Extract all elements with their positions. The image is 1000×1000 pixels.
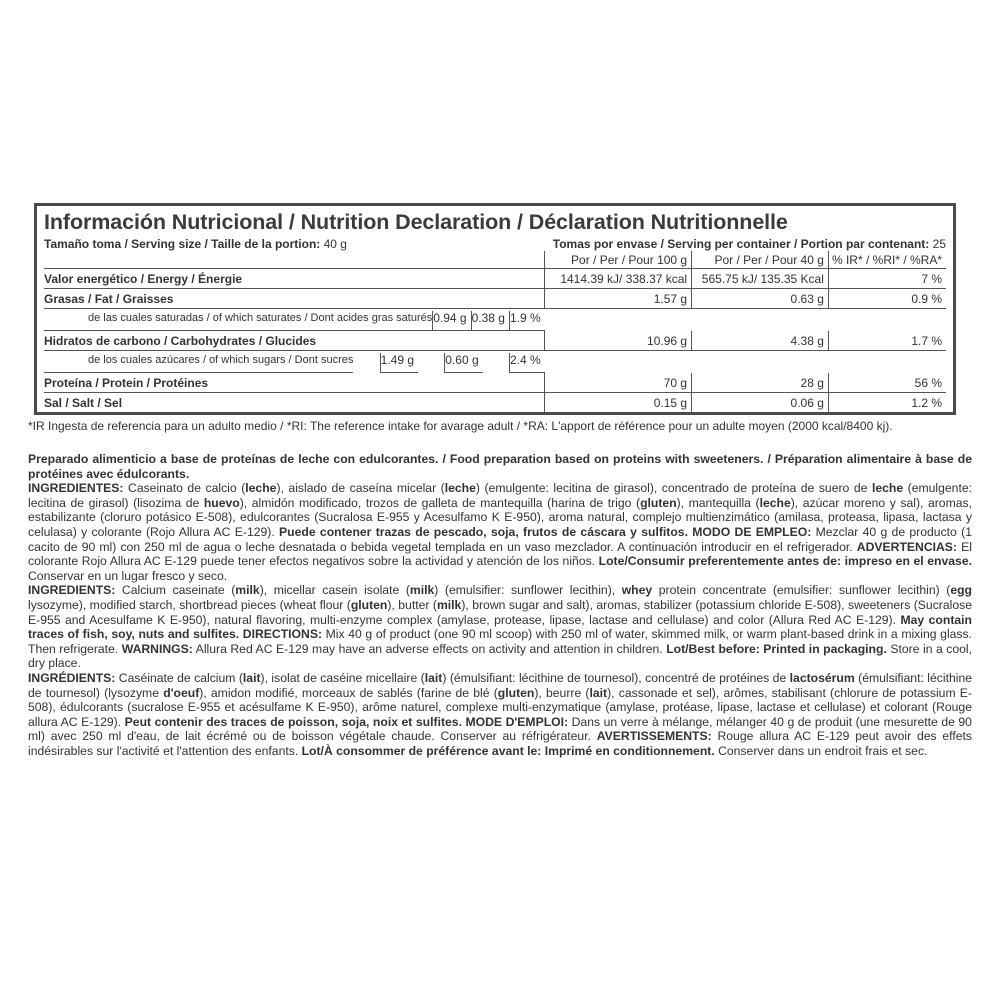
col-ri: % IR* / %RI* / %RA* <box>828 251 946 269</box>
row-ri: 1.2 % <box>828 393 946 413</box>
row-ri: 1.7 % <box>828 331 946 351</box>
row-per40: 0.63 g <box>692 289 829 309</box>
row-ri: 2.4 % <box>509 353 545 373</box>
product-description: Preparado alimenticio a base de proteínas de leche con edulcorantes. / Food preparation based on proteins with sweeteners. / Préparation alimentaire à base de protéines avec édulcorants. <box>28 452 972 481</box>
table-row <box>44 331 946 351</box>
row-per40: 28 g <box>692 373 829 393</box>
table-header-row <box>44 251 946 269</box>
row-ri: 1.9 % <box>509 311 545 331</box>
col-per-100g: Por / Per / Pour 100 g <box>545 251 692 269</box>
table-row <box>44 269 946 289</box>
reference-intake-footnote: *IR Ingesta de referencia para un adulto medio / *RI: The reference intake for avarage adult / *RA: L'apport de référence pour un adulte moyen (2000 kcal/8400 kj). <box>28 419 893 433</box>
serving-info <box>44 237 946 251</box>
row-per100: 1.49 g <box>380 353 418 373</box>
spanish-section: INGREDIENTES: Caseinato de calcio (leche), aislado de caseína micelar (leche) (emulgente: lecitina de girasol), concentrado de proteína de suero de leche (emulgente: lecitina de girasol) (lisozima de huevo), almidón modificado, trozos de galleta de mantequilla (harina de trigo (gluten), mantequilla (leche), azúcar moreno y sal), aromas, estabilizante (cloruro potásico E-508), edulcorantes (Sucralosa E-955 y Acesulfamo K E-950), aroma natural, complejo multienzimático (amilasa, proteasa, lipasa, lactasa y celulasa) y colorante (Rojo Allura AC E-129). Puede contener trazas de pescado, soja, frutos de cáscara y sulfitos. MODO DE EMPLEO: Mezclar 40 g de producto (1 cacito de 90 ml) con 250 ml de agua o leche desnatada o bebida vegetal templada en un vaso mezclador. A continuación introducir en el refrigerador. ADVERTENCIAS: El colorante Rojo Allura AC E-129 puede tener efectos negativos sobre la actividad y atención de los niños. Lote/Consumir preferentemente antes de: impreso en el envase. Conservar en un lugar fresco y seco. <box>28 481 973 583</box>
row-label: de los cuales azúcares / of which sugars / Dont sucres <box>44 353 353 373</box>
table-row <box>44 311 545 331</box>
row-per40: 0.38 g <box>471 311 509 331</box>
nutrition-table-frame <box>34 203 956 415</box>
row-ri: 0.9 % <box>828 289 946 309</box>
row-per100: 10.96 g <box>545 331 692 351</box>
row-label: de las cuales saturadas / of which saturates / Dont acides gras saturés <box>44 311 432 331</box>
english-section: INGREDIENTS: Calcium caseinate (milk), micellar casein isolate (milk) (emulsifier: sunflower lecithin), whey protein concentrate (emulsifier: sunflower lecithin) (egg lysozyme), modified starch, shortbread pieces (wheat flour (gluten), butter (milk), brown sugar and salt), aromas, stabilizer (potassium chloride E-508), sweeteners (Sucralose E-955 and Acesulfame K E-950), natural flavoring, multi-enzyme complex (amylase, protease, lipase, lactase and cellulase) and color (Allura Red AC E-129). May contain traces of fish, soy, nuts and sulfites. DIRECTIONS: Mix 40 g of product (one 90 ml scoop) with 250 ml of water, skimmed milk, or warm plant-based drink in a mixing glass. Then refrigerate. WARNINGS: Allura Red AC E-129 may have an adverse effects on activity and attention in children. Lot/Best before: Printed in packaging. Store in a cool, dry place. <box>28 583 973 671</box>
nutrition-table <box>44 251 946 412</box>
table-row <box>44 373 946 393</box>
row-per100: 0.94 g <box>432 311 470 331</box>
row-label: Sal / Salt / Sel <box>44 395 123 410</box>
col-per-40g: Por / Per / Pour 40 g <box>692 251 829 269</box>
row-ri: 7 % <box>828 269 946 289</box>
row-per100: 70 g <box>545 373 692 393</box>
row-per100: 0.15 g <box>545 393 692 413</box>
table-row <box>44 289 946 309</box>
nutrition-title: Información Nutricional / Nutrition Declaration / Déclaration Nutritionnelle <box>44 210 788 234</box>
row-ri: 56 % <box>828 373 946 393</box>
row-label: Grasas / Fat / Graisses <box>44 289 545 309</box>
label-text-block <box>28 452 972 758</box>
french-section: INGRÉDIENTS: Caséinate de calcium (lait), isolat de caséine micellaire (lait) (émulsifiant: lécithine de tournesol), concentré de protéines de lactosérum (émulsifiant: lécithine de tournesol) (lysozyme d'oeuf), amidon modifié, morceaux de sablés (farine de blé (gluten), beurre (lait), cassonade et sel), arômes, stabilisant (chlorure de potassium E-508), édulcorants (sucralose E-955 et acésulfame K E-950), arôme naturel, complexe multi-enzymatique (amylase, protéase, lipase, lactase et cellulase) et colorant (Rouge allura AC E-129). Peut contenir des traces de poisson, soja, noix et sulfites. MODE D'EMPLOI: Dans un verre à mélange, mélanger 40 g de produit (une mesurette de 90 ml) avec 250 ml d'eau, de lait écrémé ou de boisson végétale chaude. Conserver au réfrigérateur. AVERTISSEMENTS: Rouge allura AC E-129 peut avoir des effets indésirables sur l'activité et l'attention des enfants. Lot/À consommer de préférence avant le: Imprimé en conditionnement. Conserver dans un endroit frais et sec. <box>28 670 972 758</box>
row-label: Hidratos de carbono / Carbohydrates / Glucides <box>44 331 545 351</box>
table-row <box>44 353 545 373</box>
row-per40: 0.60 g <box>444 353 482 373</box>
servings-per-container: Tomas por envase / Serving per container / Portion par contenant: 25 <box>552 237 946 251</box>
serving-size: Tamaño toma / Serving size / Taille de la portion: 40 g <box>44 237 347 251</box>
row-per100: 1.57 g <box>545 289 692 309</box>
row-per40: 4.38 g <box>692 331 829 351</box>
table-row <box>44 393 946 413</box>
row-per100: 1414.39 kJ/ 338.37 kcal <box>545 269 692 289</box>
row-per40: 565.75 kJ/ 135.35 Kcal <box>692 269 829 289</box>
row-per40: 0.06 g <box>692 393 829 413</box>
row-label: Valor energético / Energy / Énergie <box>44 269 545 289</box>
row-label: Proteína / Protein / Protéines <box>44 373 545 393</box>
nutrition-panel <box>34 203 956 415</box>
